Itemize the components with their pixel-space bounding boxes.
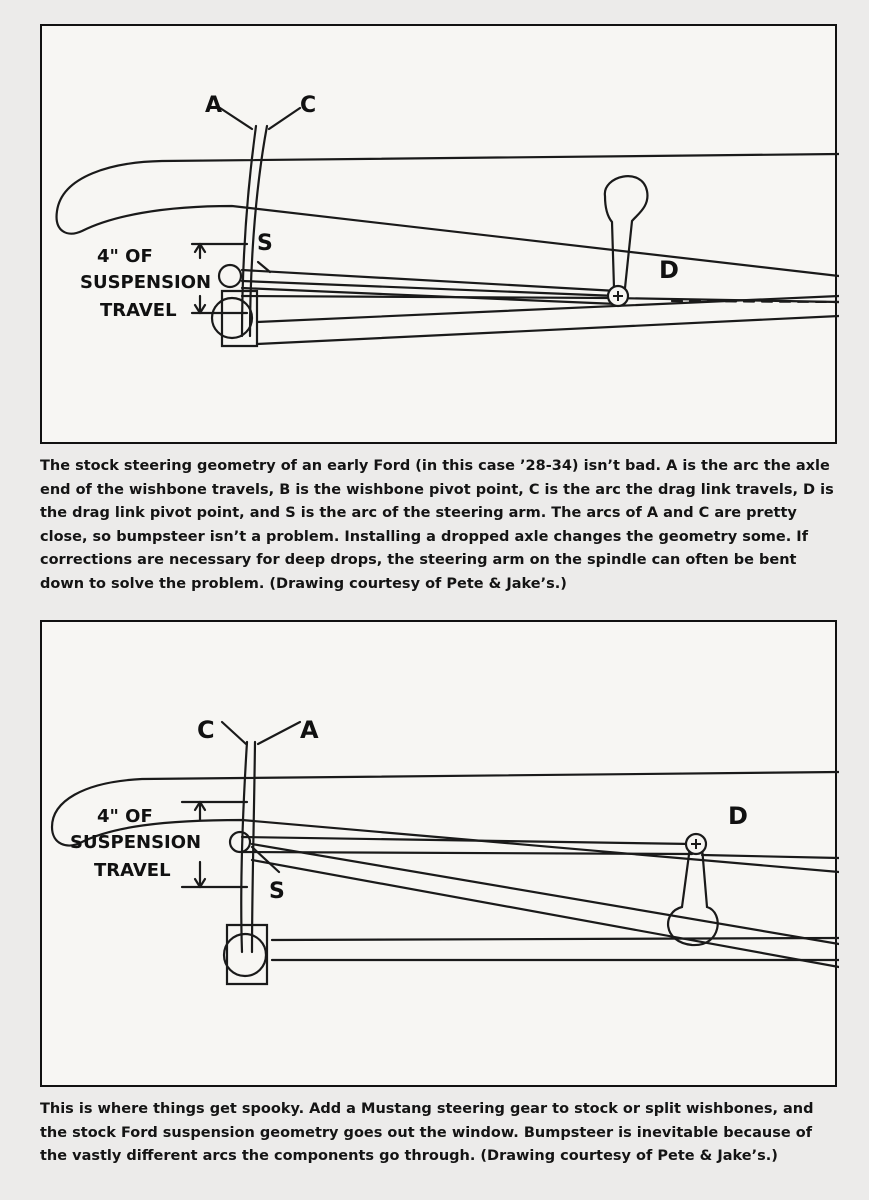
axle-end [224,934,266,976]
travel-label-line2: SUSPENSION [70,832,202,853]
axle-end [212,298,252,338]
figure-2-mustang-gear-geometry [40,620,837,1087]
label-d: D [659,256,679,284]
pitman-arm [605,176,648,288]
travel-label-line3: TRAVEL [94,860,171,881]
frame-rail [52,772,839,872]
figure-2-caption: This is where things get spooky. Add a Mustang steering gear to stock or split wishbones, and the stock Ford suspension geometry goes out the window. Bumpsteer is inevitable because of the vastly different arcs the components go through. (Drawing courtesy of Pete & Jake’s.) [40,1101,814,1164]
drag-link [252,844,839,944]
label-c: C [300,93,317,118]
travel-label-line1: 4" OF [97,806,153,827]
label-s: S [257,231,273,256]
label-a: A [300,716,319,744]
arc-c [241,742,247,952]
steering-arm-end [230,832,250,852]
label-a: A [205,93,223,118]
travel-label-line1: 4" OF [97,246,153,267]
figure-1-drawing [42,26,839,446]
label-d: D [728,802,748,830]
axle-beam [257,316,839,344]
steering-arm-end [219,265,241,287]
frame-rail [57,154,839,276]
figure-1-caption: The stock steering geometry of an early Ford (in this case ’28-34) isn’t bad. A is the arc the axle end of the wishbone travels, B is the wishbone pivot point, C is the arc the drag link travels, D is the drag link pivot point, and S is the arc of the steering arm. The arcs of A and C are pretty close, so bumpsteer isn’t a problem. Installing a dropped axle changes the geometry some. If corrections are necessary for deep drops, the steering arm on the spindle can often be bent down to solve the problem. (Drawing courtesy of Pete & Jake’s.) [40,458,834,592]
wishbone-upper [242,837,692,844]
label-c: C [197,716,215,744]
figure-2-drawing [42,622,839,1089]
label-s: S [269,879,285,904]
travel-label-line3: TRAVEL [100,300,177,321]
axle-beam [272,938,839,940]
travel-label-line2: SUSPENSION [80,272,212,293]
figure-1-stock-steering-geometry [40,24,837,444]
